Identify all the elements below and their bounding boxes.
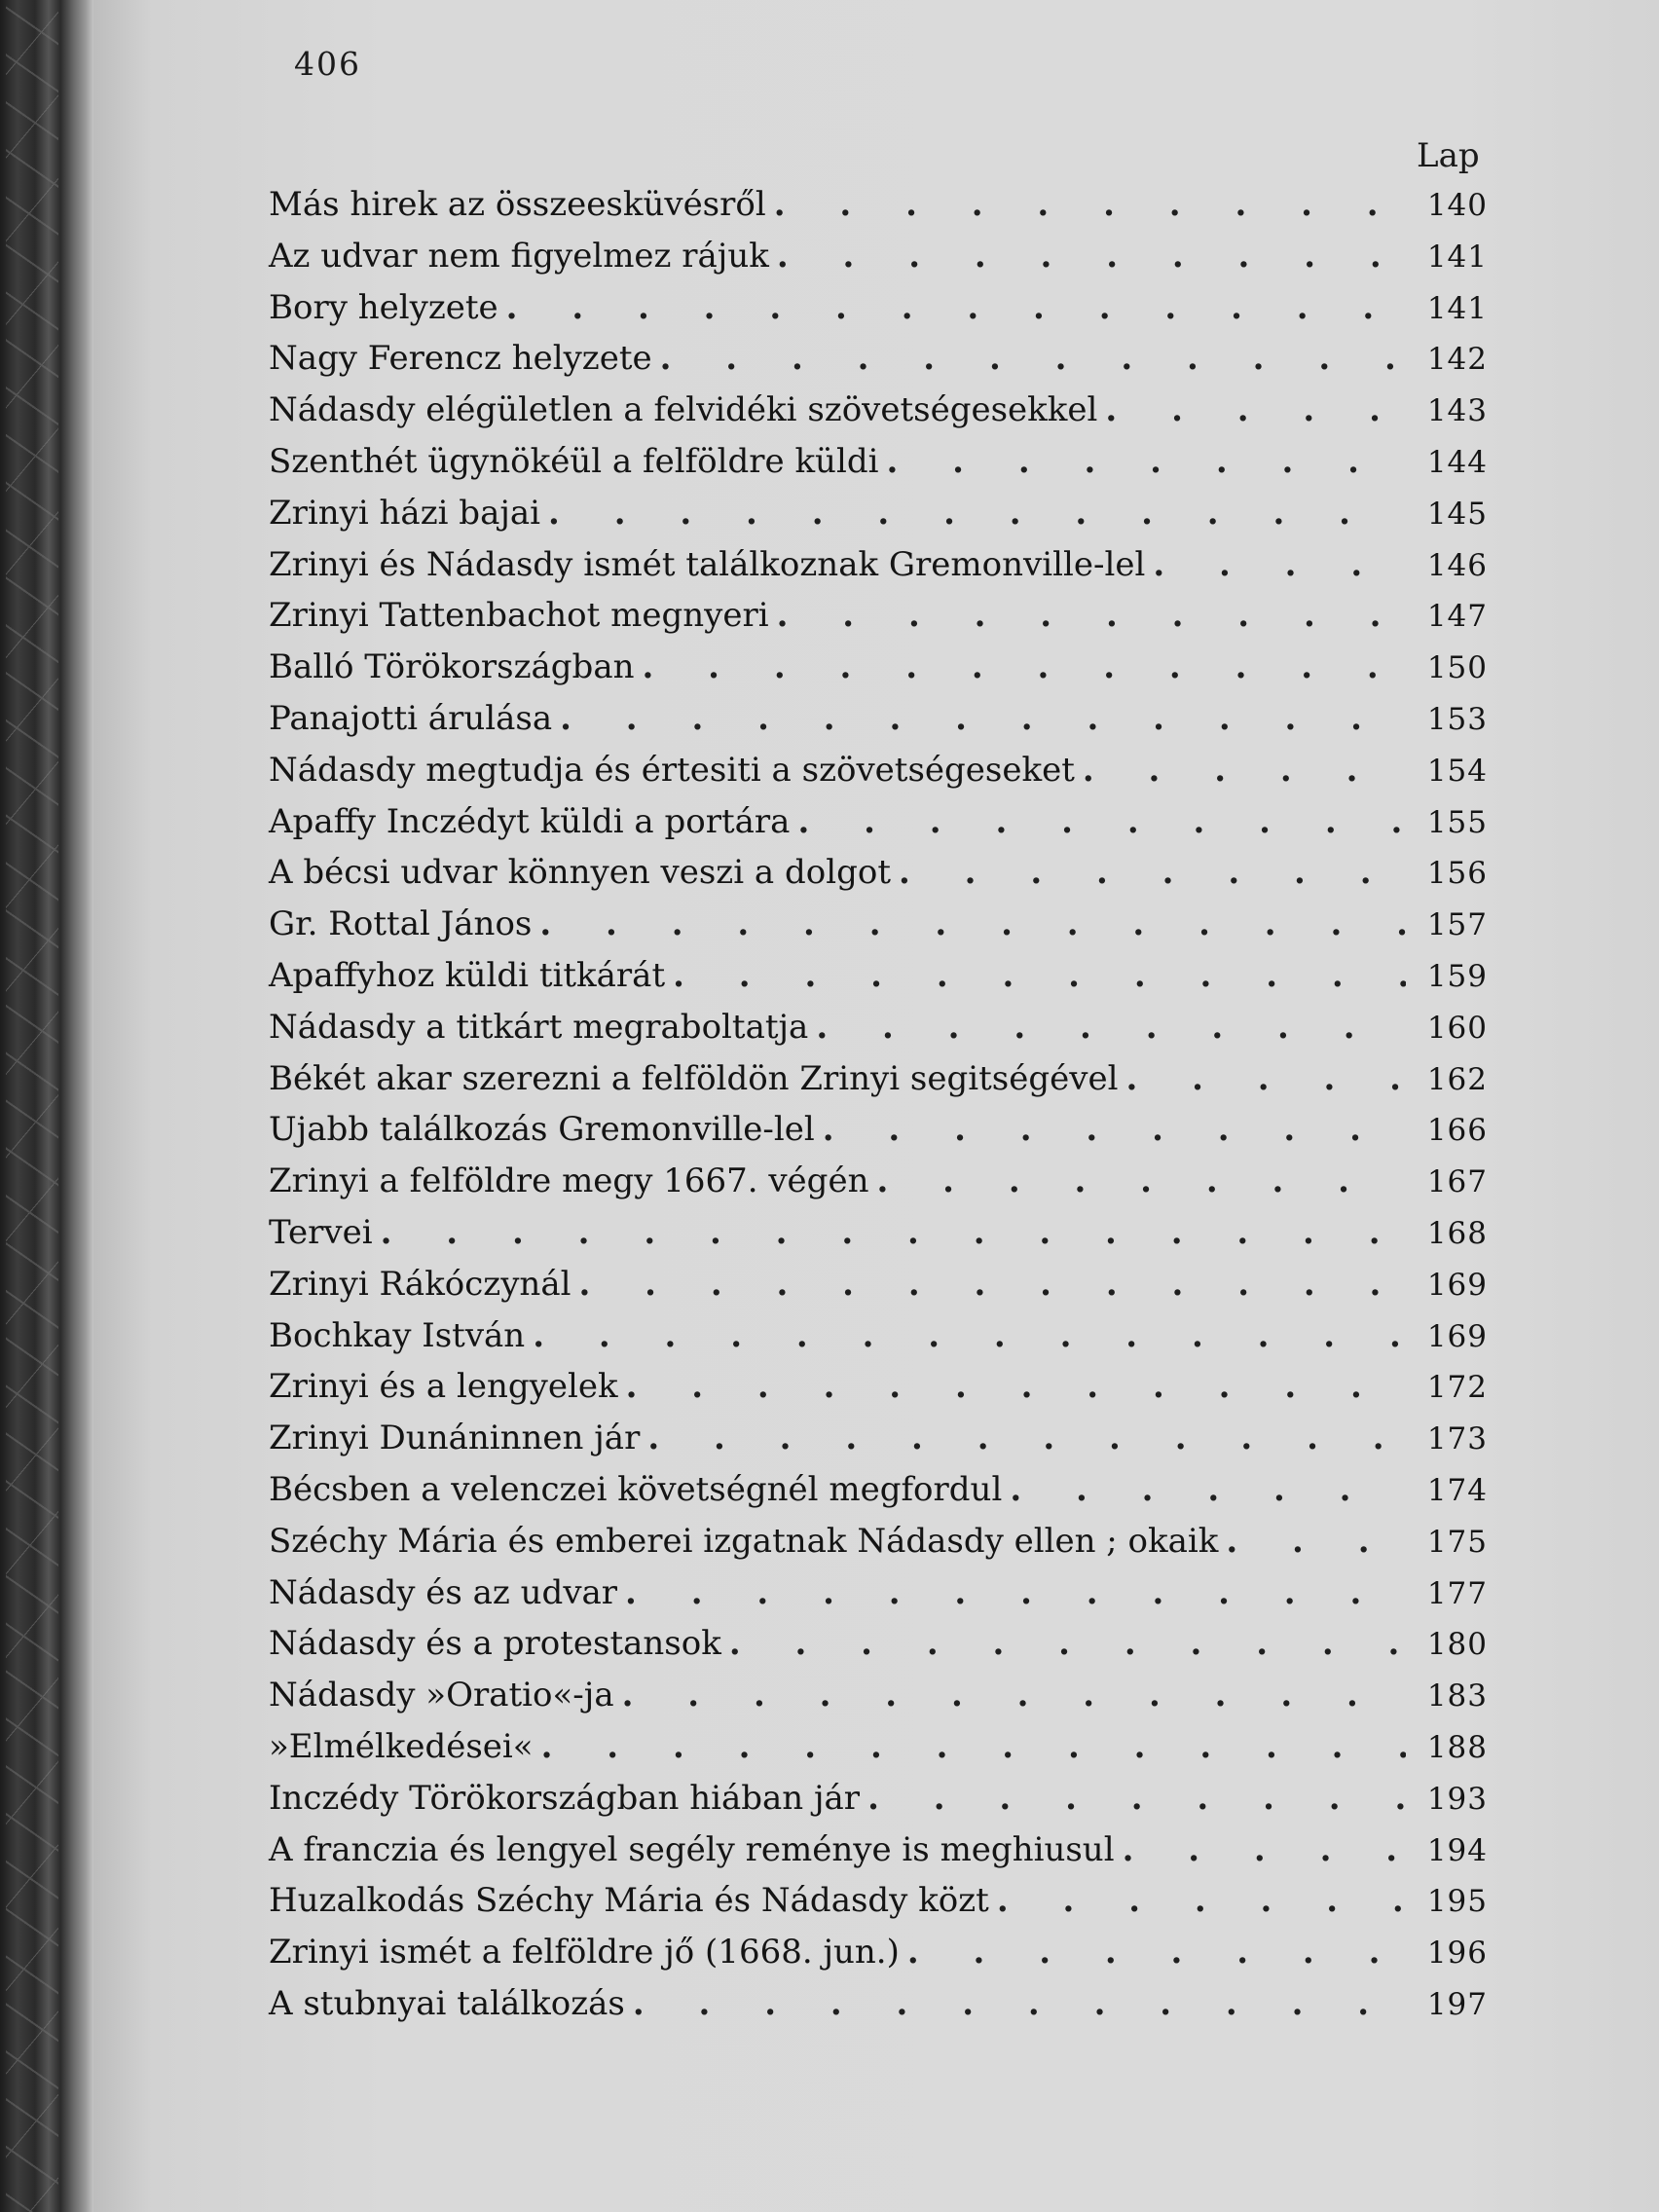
toc-entry-page: 141: [1426, 239, 1488, 275]
toc-entry-page: 174: [1426, 1472, 1488, 1508]
toc-entry: [269, 1110, 1488, 1161]
toc-entry: [269, 1779, 1488, 1830]
toc-entry-page: 146: [1426, 547, 1488, 583]
dot-leader: [633, 1984, 1406, 2023]
toc-entry: [269, 1624, 1488, 1676]
dot-leader: [643, 647, 1407, 686]
toc-entry-title: Nádasdy és a protestansok: [269, 1624, 721, 1664]
toc-entry-title: A bécsi udvar könnyen veszi a dolgot: [269, 853, 891, 893]
toc-entry-page: 166: [1426, 1113, 1488, 1149]
toc-entry-title: Nagy Ferencz helyzete: [269, 339, 652, 379]
toc-entry-page: 194: [1426, 1832, 1488, 1868]
toc-entry-title: A franczia és lengyel segély reménye is meghiusul: [269, 1829, 1115, 1869]
toc-entry: [269, 1522, 1488, 1573]
toc-entry-page: 143: [1426, 393, 1488, 429]
toc-entry: [269, 1213, 1488, 1265]
toc-entry-page: 162: [1426, 1061, 1488, 1097]
toc-entry-page: 140: [1426, 188, 1488, 223]
dot-leader: [673, 956, 1406, 995]
toc-entry: [269, 442, 1488, 494]
toc-entry-title: Panajotti árulása: [269, 698, 553, 738]
toc-entry-title: Apaffy Inczédyt küldi a portára: [269, 801, 791, 841]
toc-entry-page: 141: [1426, 290, 1488, 326]
toc-entry-page: 147: [1426, 599, 1488, 635]
toc-entry-page: 193: [1426, 1781, 1488, 1817]
toc-entry: [269, 904, 1488, 956]
dot-leader: [647, 1419, 1406, 1457]
toc-entry: [269, 288, 1488, 340]
toc-entry: [269, 853, 1488, 904]
dot-leader: [560, 699, 1406, 738]
toc-entry-page: 159: [1426, 958, 1488, 994]
toc-entry: [269, 1265, 1488, 1316]
toc-entry: [269, 1419, 1488, 1470]
dot-leader: [777, 237, 1406, 276]
toc-entry-page: 180: [1426, 1627, 1488, 1663]
toc-entry: [269, 1316, 1488, 1368]
dot-leader: [533, 1316, 1406, 1355]
toc-entry: [269, 1676, 1488, 1727]
toc-entry-page: 195: [1426, 1884, 1488, 1920]
toc-entry-title: Tervei: [269, 1212, 373, 1252]
toc-entry-page: 156: [1426, 856, 1488, 892]
toc-entry-title: Balló Törökországban: [269, 647, 635, 687]
dot-leader: [541, 1727, 1406, 1766]
toc-entry-title: Zrinyi házi bajai: [269, 493, 541, 533]
toc-entry-title: Huzalkodás Széchy Mária és Nádasdy közt: [269, 1881, 989, 1921]
dot-leader: [1010, 1470, 1406, 1509]
dot-leader: [774, 185, 1406, 224]
toc-entry-title: Zrinyi Dunáninnen jár: [269, 1419, 641, 1458]
toc-entry-title: »Elmélkedései«: [269, 1726, 534, 1766]
toc-entry-page: 183: [1426, 1678, 1488, 1714]
toc-entry: [269, 1933, 1488, 1984]
dot-leader: [1125, 1059, 1406, 1098]
dot-leader: [997, 1881, 1406, 1920]
toc-entry-page: 196: [1426, 1936, 1488, 1972]
toc-entry-page: 145: [1426, 496, 1488, 532]
toc-entry-title: Bochkay István: [269, 1315, 526, 1355]
dot-leader: [548, 494, 1406, 533]
toc-entry-title: Nádasdy megtudja és értesiti a szövetségeseket: [269, 750, 1075, 790]
toc-entry-page: 150: [1426, 650, 1488, 686]
toc-entry-page: 169: [1426, 1318, 1488, 1354]
toc-entry-title: Zrinyi Tattenbachot megnyeri: [269, 596, 769, 636]
toc-entry-page: 153: [1426, 701, 1488, 737]
dot-leader: [1105, 390, 1406, 429]
toc-entry-page: 169: [1426, 1267, 1488, 1303]
toc-entry-page: 175: [1426, 1524, 1488, 1560]
page-number: 406: [294, 45, 361, 83]
toc-entry: [269, 494, 1488, 545]
toc-entry-page: 142: [1426, 342, 1488, 378]
toc-entry-title: Széchy Mária és emberei izgatnak Nádasdy ellen ; okaik: [269, 1521, 1219, 1561]
dot-leader: [1083, 751, 1406, 790]
toc-entry-page: 144: [1426, 444, 1488, 480]
toc-entry: [269, 545, 1488, 597]
dot-leader: [625, 1573, 1406, 1612]
toc-entry-page: 172: [1426, 1370, 1488, 1406]
toc-entry: [269, 1727, 1488, 1779]
toc-entry: [269, 1367, 1488, 1419]
toc-entry-page: 154: [1426, 753, 1488, 789]
dot-leader: [899, 853, 1406, 892]
toc-entry-title: Gr. Rottal János: [269, 904, 533, 944]
toc-entry-title: Békét akar szerezni a felföldön Zrinyi segitségével: [269, 1058, 1119, 1098]
dot-leader: [907, 1933, 1406, 1972]
toc-entry-title: Inczédy Törökországban hiában jár: [269, 1778, 861, 1818]
dot-leader: [1123, 1830, 1406, 1869]
toc-entry-title: Nádasdy a titkárt megraboltatja: [269, 1007, 809, 1047]
toc-entry: [269, 1161, 1488, 1213]
dot-leader: [622, 1676, 1406, 1714]
toc-entry-page: 167: [1426, 1164, 1488, 1200]
dot-leader: [660, 339, 1406, 378]
toc-entry: [269, 185, 1488, 237]
dot-leader: [578, 1265, 1406, 1304]
toc-entry: [269, 1470, 1488, 1522]
toc-entry-title: Bory helyzete: [269, 287, 498, 327]
toc-entry-title: Apaffyhoz küldi titkárát: [269, 955, 666, 995]
toc-entry-page: 157: [1426, 907, 1488, 943]
dot-leader: [777, 596, 1406, 635]
toc-entry-title: Zrinyi a felföldre megy 1667. végén: [269, 1161, 869, 1201]
dot-leader: [539, 904, 1406, 943]
dot-leader: [816, 1008, 1406, 1047]
toc-entry-page: 177: [1426, 1575, 1488, 1611]
dot-leader: [381, 1213, 1406, 1252]
toc-entry-page: 160: [1426, 1010, 1488, 1046]
toc-entry: [269, 339, 1488, 390]
marbled-edge: [6, 0, 58, 2212]
toc-entry-title: Zrinyi Rákóczynál: [269, 1264, 571, 1304]
toc-entry: [269, 237, 1488, 288]
toc-entry: [269, 699, 1488, 751]
toc-entry: [269, 1984, 1488, 2036]
dot-leader: [797, 802, 1406, 841]
dot-leader: [886, 442, 1406, 481]
toc-entry-title: Nádasdy »Oratio«-ja: [269, 1676, 614, 1715]
dot-leader: [1226, 1522, 1406, 1561]
toc-entry: [269, 751, 1488, 802]
toc-entry: [269, 1008, 1488, 1059]
dot-leader: [626, 1367, 1406, 1406]
dot-leader: [867, 1779, 1406, 1818]
dot-leader: [506, 288, 1406, 327]
toc-entry: [269, 1881, 1488, 1933]
toc-entry-title: Szenthét ügynökéül a felföldre küldi: [269, 441, 879, 481]
toc-entry-title: Ujabb találkozás Gremonville-lel: [269, 1110, 815, 1150]
table-of-contents: [269, 185, 1488, 2036]
toc-entry-title: Zrinyi ismét a felföldre jő (1668. jun.): [269, 1933, 900, 1972]
toc-entry: [269, 596, 1488, 647]
toc-entry: [269, 390, 1488, 442]
dot-leader: [823, 1110, 1406, 1149]
page-column-header: Lap: [1417, 136, 1480, 175]
toc-entry-title: A stubnyai találkozás: [269, 1983, 625, 2023]
dot-leader: [876, 1161, 1406, 1200]
toc-entry: [269, 647, 1488, 699]
dot-leader: [729, 1624, 1406, 1663]
toc-entry-page: 197: [1426, 1986, 1488, 2022]
toc-entry-title: Zrinyi és Nádasdy ismét találkoznak Gremonville-lel: [269, 544, 1146, 584]
toc-entry: [269, 1573, 1488, 1625]
toc-entry-page: 168: [1426, 1215, 1488, 1251]
toc-entry-title: Az udvar nem figyelmez rájuk: [269, 236, 769, 276]
toc-entry: [269, 1830, 1488, 1882]
toc-entry: [269, 956, 1488, 1008]
toc-entry-page: 173: [1426, 1421, 1488, 1457]
toc-entry-title: Nádasdy elégületlen a felvidéki szövetségesekkel: [269, 390, 1098, 430]
toc-entry: [269, 802, 1488, 854]
toc-entry: [269, 1059, 1488, 1111]
toc-entry-title: Bécsben a velenczei követségnél megfordul: [269, 1469, 1003, 1509]
toc-entry-title: Más hirek az összeesküvésről: [269, 185, 766, 224]
book-spine: [0, 0, 93, 2212]
toc-entry-title: Zrinyi és a lengyelek: [269, 1367, 618, 1407]
toc-entry-page: 155: [1426, 804, 1488, 840]
toc-entry-page: 188: [1426, 1729, 1488, 1765]
toc-entry-title: Nádasdy és az udvar: [269, 1572, 618, 1612]
dot-leader: [1153, 545, 1406, 584]
